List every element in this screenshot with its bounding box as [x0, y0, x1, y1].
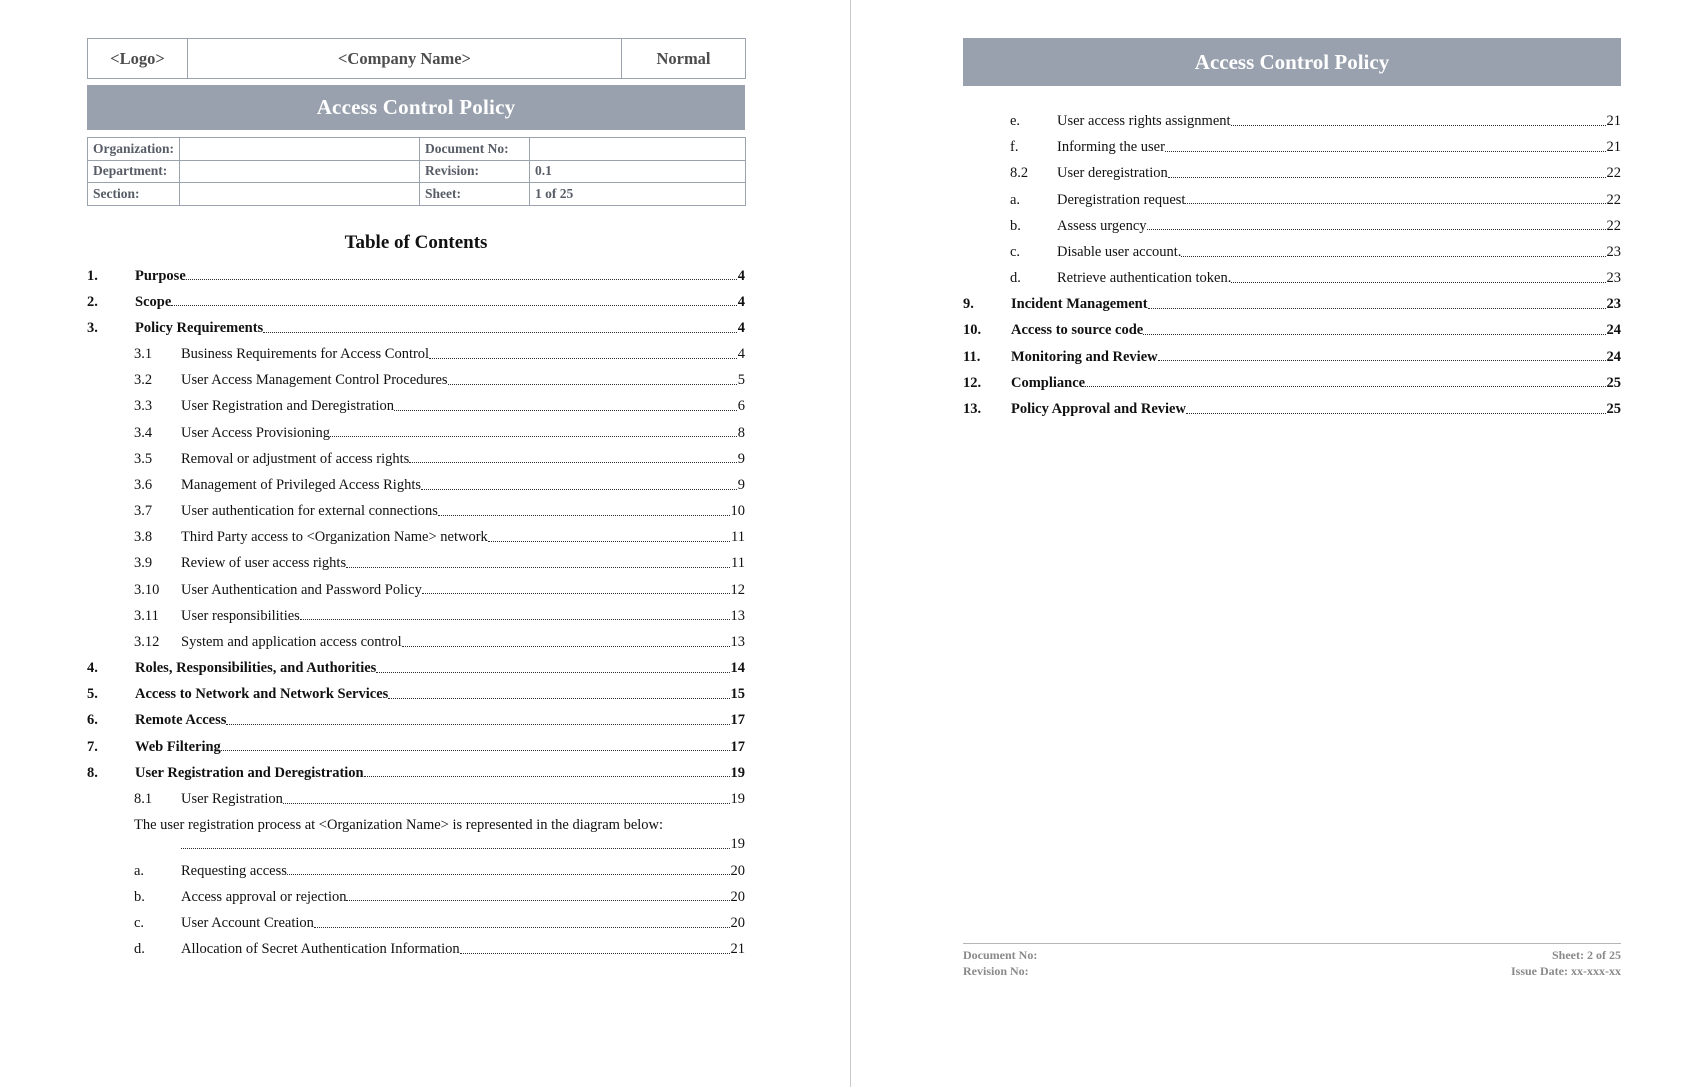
toc-leader — [1165, 151, 1606, 152]
table-row — [88, 39, 746, 79]
toc-entry[interactable] — [87, 425, 745, 442]
toc-page-number: 21 — [730, 941, 745, 958]
toc-entry-label: Incident Management — [1011, 296, 1148, 313]
toc-entry-number: 12. — [963, 374, 982, 391]
toc-entry[interactable] — [87, 346, 745, 363]
toc-leader — [346, 567, 730, 568]
toc-page-number: 20 — [730, 888, 745, 905]
toc-leader — [263, 332, 737, 333]
document-metadata-table — [87, 137, 746, 206]
toc-entry-label: User Access Management Control Procedures — [181, 372, 448, 389]
page-2-content — [963, 38, 1621, 427]
toc-list-page-1 — [87, 268, 745, 808]
toc-leader — [376, 672, 729, 673]
toc-entry-label: User access rights assignment — [1057, 113, 1231, 129]
table-row — [88, 160, 746, 183]
toc-entry[interactable] — [963, 375, 1621, 392]
toc-leader — [186, 279, 737, 280]
toc-entry[interactable] — [87, 555, 745, 572]
toc-entry-number: a. — [1010, 191, 1021, 208]
toc-entry-number: 6. — [87, 712, 98, 729]
toc-page-number: 23 — [1606, 296, 1621, 313]
toc-entry-number: c. — [134, 914, 145, 931]
toc-entry-number: d. — [134, 941, 145, 958]
toc-leader — [346, 900, 729, 901]
toc-entry-number: 3.2 — [134, 372, 153, 389]
toc-leader — [460, 953, 730, 954]
toc-entry-label: System and application access control — [181, 633, 402, 650]
toc-entry-number: 3. — [87, 319, 98, 336]
toc-leader — [1147, 229, 1606, 230]
toc-page-number: 4 — [737, 346, 745, 363]
toc-wrapped-entry-leader-row — [134, 836, 745, 853]
toc-page-number: 23 — [1606, 243, 1621, 260]
toc-entry-number: 5. — [87, 686, 98, 703]
section-label: Section: — [88, 183, 180, 206]
organization-value — [180, 138, 420, 161]
toc-leader — [1085, 386, 1605, 387]
toc-page-number: 22 — [1606, 165, 1621, 182]
toc-entry[interactable] — [87, 608, 745, 625]
toc-entry-label: User Access Provisioning — [181, 424, 331, 441]
toc-page-number: 8 — [737, 424, 745, 441]
toc-leader — [421, 489, 737, 490]
toc-leader — [422, 593, 730, 594]
toc-leader — [171, 305, 737, 306]
page-title-banner: Access Control Policy — [87, 85, 745, 130]
toc-entry-label: Scope — [135, 293, 172, 310]
toc-entry-label: User authentication for external connections — [181, 503, 438, 520]
header-identification-table — [87, 38, 746, 79]
toc-page-number: 14 — [730, 660, 745, 677]
department-label: Department: — [88, 160, 180, 183]
toc-entry[interactable] — [87, 686, 745, 703]
toc-entry-number: b. — [134, 888, 145, 905]
toc-leader — [438, 515, 730, 516]
toc-entry-number: 3.4 — [134, 424, 153, 441]
sheet-label: Sheet: — [420, 183, 530, 206]
toc-entry[interactable] — [87, 712, 745, 729]
toc-entry-label: Requesting access — [181, 862, 287, 879]
toc-page-number: 17 — [730, 738, 745, 755]
toc-entry-label: Policy Requirements — [135, 319, 264, 336]
toc-entry-label: Removal or adjustment of access rights — [181, 450, 410, 467]
toc-entry[interactable] — [87, 791, 745, 808]
toc-leader — [402, 646, 730, 647]
toc-entry[interactable] — [87, 889, 745, 906]
logo-cell: <Logo> — [88, 39, 188, 79]
organization-label: Organization: — [88, 138, 180, 161]
toc-entry[interactable] — [87, 941, 745, 958]
toc-entry[interactable] — [87, 268, 745, 285]
toc-entry-number: 3.1 — [134, 346, 153, 363]
toc-leader — [364, 776, 730, 777]
toc-leader — [300, 619, 730, 620]
toc-page-number: 9 — [737, 476, 745, 493]
toc-entry-label: Monitoring and Review — [1011, 348, 1158, 365]
toc-entry-number: 13. — [963, 400, 982, 417]
table-row — [88, 183, 746, 206]
toc-entry-label: Business Requirements for Access Control — [181, 346, 430, 363]
toc-entry[interactable] — [87, 863, 745, 880]
toc-entry[interactable] — [87, 660, 745, 677]
toc-entry-number: f. — [1010, 139, 1019, 156]
footer-issue-date: Issue Date: xx-xxx-xx — [1511, 963, 1621, 978]
toc-page-number: 9 — [737, 450, 745, 467]
page-2-title-banner: Access Control Policy — [963, 38, 1621, 86]
toc-entry[interactable] — [87, 294, 745, 311]
toc-entry[interactable] — [963, 349, 1621, 366]
toc-entry-label: Informing the user — [1057, 139, 1165, 156]
toc-page-number: 21 — [1606, 139, 1621, 156]
toc-entry[interactable] — [87, 503, 745, 520]
footer-revision-no: Revision No: — [963, 963, 1029, 978]
toc-entry[interactable] — [963, 401, 1621, 418]
toc-entry-label: Management of Privileged Access Rights — [181, 476, 422, 493]
toc-wrapped-entry-text: The user registration process at <Organization Name> is represented in the diagram below: — [134, 817, 664, 834]
toc-leader — [1148, 308, 1606, 309]
table-row — [88, 138, 746, 161]
toc-entry[interactable] — [963, 244, 1621, 261]
toc-page-number: 11 — [731, 529, 745, 546]
toc-leader — [1181, 256, 1605, 257]
toc-entry-label: Deregistration request — [1057, 191, 1186, 208]
footer-sheet: Sheet: 2 of 25 — [1552, 947, 1621, 962]
toc-list-page-1-tail — [87, 863, 745, 958]
toc-page-number: 24 — [1606, 348, 1621, 365]
toc-entry[interactable] — [963, 165, 1621, 182]
toc-page-number: 20 — [730, 862, 745, 879]
toc-entry-number: 8. — [87, 764, 98, 781]
toc-page-number: 19 — [730, 764, 745, 781]
toc-page-number: 23 — [1606, 270, 1621, 287]
toc-page-number: 10 — [730, 503, 745, 520]
toc-page-number: 4 — [737, 319, 745, 336]
toc-leader — [409, 462, 736, 463]
toc-entry[interactable] — [87, 765, 745, 782]
toc-page-number: 13 — [730, 607, 745, 624]
revision-value: 0.1 — [530, 160, 746, 183]
toc-leader — [330, 436, 737, 437]
section-value — [180, 183, 420, 206]
toc-entry-number: 3.9 — [134, 555, 153, 572]
toc-entry-label: Policy Approval and Review — [1011, 400, 1186, 417]
toc-entry[interactable] — [87, 915, 745, 932]
toc-entry-number: 3.6 — [134, 476, 153, 493]
toc-entry-number: a. — [134, 862, 145, 879]
toc-entry-label: User Registration — [181, 790, 283, 807]
toc-leader — [226, 724, 729, 725]
toc-leader — [1158, 360, 1606, 361]
toc-entry[interactable] — [963, 270, 1621, 287]
toc-leader — [314, 927, 730, 928]
toc-entry-number: 10. — [963, 322, 982, 339]
toc-entry[interactable] — [87, 398, 745, 415]
toc-page-number: 24 — [1606, 322, 1621, 339]
document-no-label: Document No: — [420, 138, 530, 161]
toc-entry[interactable] — [87, 739, 745, 756]
toc-leader — [1231, 282, 1605, 283]
toc-page-number: 25 — [1606, 400, 1621, 417]
toc-entry-label: Third Party access to <Organization Name> network — [181, 529, 488, 546]
toc-entry-label: Purpose — [135, 267, 186, 284]
toc-entry-number: 8.1 — [134, 790, 153, 807]
toc-heading: Table of Contents — [344, 231, 488, 253]
toc-entry-label: Roles, Responsibilities, and Authorities — [135, 660, 377, 677]
toc-leader — [394, 410, 737, 411]
toc-entry-number: e. — [1010, 113, 1021, 129]
toc-entry-number: 3.7 — [134, 503, 153, 520]
toc-entry-number: 11. — [963, 348, 981, 365]
toc-entry-label: Access to source code — [1011, 322, 1144, 339]
toc-entry-label: Web Filtering — [135, 738, 221, 755]
toc-entry[interactable] — [963, 192, 1621, 209]
toc-page-number: 20 — [730, 914, 745, 931]
toc-leader — [283, 803, 730, 804]
toc-entry-number: 3.10 — [134, 581, 160, 598]
toc-page-number: 15 — [730, 686, 745, 703]
toc-page-number: 22 — [1606, 217, 1621, 234]
toc-entry-number: 3.11 — [134, 607, 159, 624]
toc-leader — [1168, 177, 1606, 178]
toc-entry[interactable] — [87, 529, 745, 546]
toc-entry[interactable] — [87, 582, 745, 599]
toc-entry-number: 1. — [87, 267, 98, 284]
toc-wrapped-entry[interactable] — [134, 817, 745, 853]
toc-entry-number: 3.5 — [134, 450, 153, 467]
toc-entry-number: 2. — [87, 293, 98, 310]
toc-entry-number: 3.3 — [134, 398, 153, 415]
toc-page-number: 11 — [731, 555, 745, 572]
toc-entry-label: User responsibilities — [181, 607, 300, 624]
classification-cell: Normal — [622, 39, 746, 79]
document-no-value — [530, 138, 746, 161]
toc-entry-number: 9. — [963, 296, 974, 313]
toc-entry-label: Allocation of Secret Authentication Information — [181, 941, 460, 958]
toc-entry-label: Review of user access rights — [181, 555, 347, 572]
toc-leader — [429, 358, 737, 359]
toc-entry[interactable] — [87, 372, 745, 389]
toc-entry-label: Remote Access — [135, 712, 227, 729]
department-value — [180, 160, 420, 183]
toc-entry-number: 7. — [87, 738, 98, 755]
toc-page-number: 25 — [1606, 374, 1621, 391]
toc-entry-number: b. — [1010, 217, 1021, 234]
toc-entry-label: User Registration and Deregistration — [181, 398, 395, 415]
sheet-value: 1 of 25 — [530, 183, 746, 206]
toc-entry-number: 3.8 — [134, 529, 153, 546]
revision-label: Revision: — [420, 160, 530, 183]
toc-entry-label: User Authentication and Password Policy — [181, 581, 422, 598]
toc-entry[interactable] — [87, 634, 745, 651]
toc-leader — [388, 698, 729, 699]
toc-entry-label: Compliance — [1011, 374, 1086, 391]
toc-entry-label: User Account Creation — [181, 914, 314, 931]
toc-entry-number: c. — [1010, 243, 1021, 260]
toc-page-number: 5 — [737, 372, 745, 389]
toc-entry-label: User Registration and Deregistration — [135, 764, 364, 781]
toc-page-number: 19 — [730, 790, 745, 807]
toc-entry[interactable] — [963, 113, 1621, 130]
toc-page-number: 13 — [730, 633, 745, 650]
toc-entry-number: 3.12 — [134, 633, 160, 650]
toc-leader — [488, 541, 730, 542]
toc-page-number: 4 — [737, 267, 745, 284]
toc-leader — [221, 750, 730, 751]
toc-entry[interactable] — [87, 477, 745, 494]
toc-leader — [287, 874, 730, 875]
toc-leader — [1185, 203, 1605, 204]
toc-entry[interactable] — [963, 218, 1621, 235]
toc-entry-label: Disable user account. — [1057, 243, 1182, 260]
toc-page-number: 21 — [1606, 113, 1621, 129]
toc-entry[interactable] — [87, 320, 745, 337]
toc-leader — [448, 384, 737, 385]
toc-page-number: 12 — [730, 581, 745, 598]
toc-entry-label: Retrieve authentication token. — [1057, 270, 1232, 287]
footer-left-block — [963, 947, 1037, 979]
company-name-cell: <Company Name> — [188, 39, 622, 79]
toc-leader — [1231, 125, 1606, 126]
toc-entry-label: Assess urgency — [1057, 217, 1147, 234]
toc-page-number: 6 — [737, 398, 745, 415]
toc-page-number: 22 — [1606, 191, 1621, 208]
toc-leader — [1186, 413, 1606, 414]
toc-entry-number: 4. — [87, 660, 98, 677]
toc-page-number: 19 — [730, 836, 745, 853]
toc-entry-label: Access to Network and Network Services — [135, 686, 389, 703]
toc-entry[interactable] — [963, 296, 1621, 313]
toc-leader — [181, 848, 730, 849]
footer-document-no: Document No: — [963, 947, 1038, 962]
page-1-content — [87, 38, 745, 967]
toc-entry-number: 8.2 — [1010, 165, 1029, 182]
toc-leader — [1143, 334, 1605, 335]
toc-entry[interactable] — [963, 322, 1621, 339]
toc-entry-label: User deregistration — [1057, 165, 1168, 182]
toc-page-number: 4 — [737, 293, 745, 310]
toc-list-page-2 — [963, 113, 1621, 418]
toc-page-number: 17 — [730, 712, 745, 729]
page-2-footer — [963, 943, 1621, 979]
toc-entry[interactable] — [963, 139, 1621, 156]
footer-right-block — [1511, 947, 1621, 979]
toc-entry-number: d. — [1010, 270, 1021, 287]
toc-entry-label: Access approval or rejection — [181, 888, 347, 905]
toc-entry[interactable] — [87, 451, 745, 468]
